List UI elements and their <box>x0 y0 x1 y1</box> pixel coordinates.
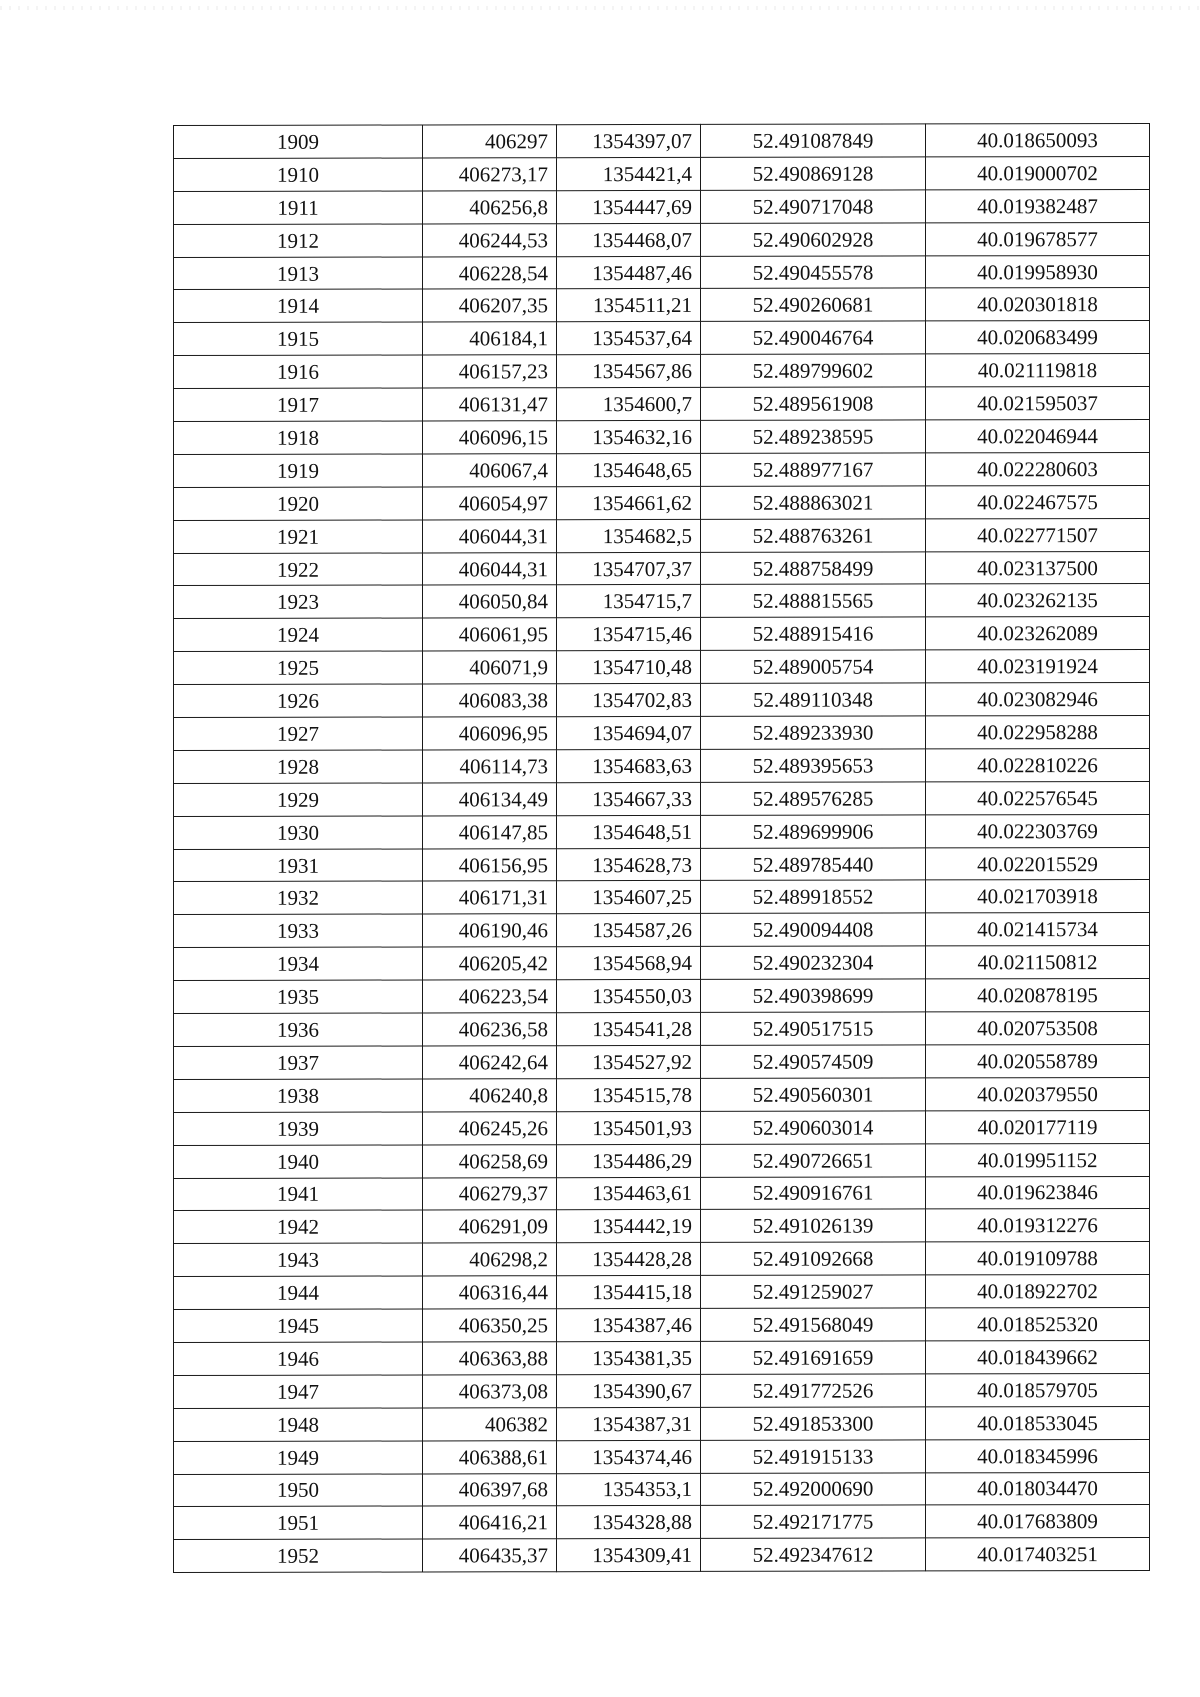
point-number-cell: 1915 <box>174 322 423 355</box>
latitude-cell: 52.488815565 <box>701 584 926 617</box>
x-coordinate-cell: 406207,35 <box>423 289 557 322</box>
table-row <box>174 1012 1150 1047</box>
table-row <box>174 189 1150 224</box>
longitude-cell: 40.020177119 <box>926 1110 1150 1143</box>
y-coordinate-cell: 1354468,07 <box>557 223 701 256</box>
point-number-cell: 1943 <box>174 1243 423 1276</box>
longitude-cell: 40.022046944 <box>926 419 1150 452</box>
longitude-cell: 40.019312276 <box>926 1209 1150 1242</box>
longitude-cell: 40.020379550 <box>926 1077 1150 1110</box>
point-number-cell: 1912 <box>174 224 423 257</box>
table-row <box>174 715 1150 750</box>
point-number-cell: 1917 <box>174 388 423 421</box>
point-number-cell: 1933 <box>174 914 423 947</box>
x-coordinate-cell: 406298,2 <box>423 1243 557 1276</box>
latitude-cell: 52.488863021 <box>701 486 926 519</box>
longitude-cell: 40.022015529 <box>926 847 1150 880</box>
y-coordinate-cell: 1354487,46 <box>557 256 701 289</box>
longitude-cell: 40.021150812 <box>926 946 1150 979</box>
y-coordinate-cell: 1354397,07 <box>557 124 701 157</box>
point-number-cell: 1910 <box>174 158 423 191</box>
point-number-cell: 1936 <box>174 1013 423 1046</box>
x-coordinate-cell: 406157,23 <box>423 355 557 388</box>
y-coordinate-cell: 1354567,86 <box>557 355 701 388</box>
latitude-cell: 52.490869128 <box>701 157 926 190</box>
coordinates-table-body <box>174 123 1150 1572</box>
table-row <box>174 452 1150 487</box>
latitude-cell: 52.489561908 <box>701 387 926 420</box>
x-coordinate-cell: 406134,49 <box>423 783 557 816</box>
table-row <box>174 1373 1150 1408</box>
table-row <box>174 781 1150 816</box>
longitude-cell: 40.020683499 <box>926 321 1150 354</box>
longitude-cell: 40.018345996 <box>926 1439 1150 1472</box>
x-coordinate-cell: 406258,69 <box>423 1144 557 1177</box>
point-number-cell: 1920 <box>174 487 423 520</box>
latitude-cell: 52.490046764 <box>701 321 926 354</box>
latitude-cell: 52.489699906 <box>701 815 926 848</box>
y-coordinate-cell: 1354715,7 <box>557 585 701 618</box>
latitude-cell: 52.489785440 <box>701 848 926 881</box>
table-row <box>174 551 1150 586</box>
latitude-cell: 52.488915416 <box>701 617 926 650</box>
longitude-cell: 40.021595037 <box>926 387 1150 420</box>
point-number-cell: 1922 <box>174 553 423 586</box>
y-coordinate-cell: 1354328,88 <box>557 1506 701 1539</box>
latitude-cell: 52.492347612 <box>701 1538 926 1571</box>
latitude-cell: 52.490455578 <box>701 255 926 288</box>
table-row <box>174 1439 1150 1474</box>
x-coordinate-cell: 406044,31 <box>423 519 557 552</box>
x-coordinate-cell: 406156,95 <box>423 848 557 881</box>
latitude-cell: 52.491691659 <box>701 1341 926 1374</box>
latitude-cell: 52.490560301 <box>701 1078 926 1111</box>
longitude-cell: 40.022771507 <box>926 518 1150 551</box>
y-coordinate-cell: 1354715,46 <box>557 618 701 651</box>
x-coordinate-cell: 406067,4 <box>423 454 557 487</box>
y-coordinate-cell: 1354648,51 <box>557 815 701 848</box>
latitude-cell: 52.490726651 <box>701 1144 926 1177</box>
y-coordinate-cell: 1354515,78 <box>557 1078 701 1111</box>
point-number-cell: 1945 <box>174 1309 423 1342</box>
point-number-cell: 1919 <box>174 454 423 487</box>
longitude-cell: 40.018439662 <box>926 1340 1150 1373</box>
latitude-cell: 52.489233930 <box>701 716 926 749</box>
point-number-cell: 1938 <box>174 1079 423 1112</box>
point-number-cell: 1951 <box>174 1506 423 1539</box>
table-row <box>174 354 1150 389</box>
latitude-cell: 52.490916761 <box>701 1176 926 1209</box>
x-coordinate-cell: 406114,73 <box>423 750 557 783</box>
y-coordinate-cell: 1354628,73 <box>557 848 701 881</box>
y-coordinate-cell: 1354683,63 <box>557 749 701 782</box>
point-number-cell: 1930 <box>174 816 423 849</box>
y-coordinate-cell: 1354568,94 <box>557 947 701 980</box>
y-coordinate-cell: 1354421,4 <box>557 157 701 190</box>
y-coordinate-cell: 1354501,93 <box>557 1111 701 1144</box>
latitude-cell: 52.490602928 <box>701 223 926 256</box>
x-coordinate-cell: 406279,37 <box>423 1177 557 1210</box>
longitude-cell: 40.023262089 <box>926 617 1150 650</box>
x-coordinate-cell: 406256,8 <box>423 190 557 223</box>
longitude-cell: 40.018034470 <box>926 1472 1150 1505</box>
y-coordinate-cell: 1354710,48 <box>557 651 701 684</box>
latitude-cell: 52.489918552 <box>701 880 926 913</box>
longitude-cell: 40.019958930 <box>926 255 1150 288</box>
longitude-cell: 40.021703918 <box>926 880 1150 913</box>
point-number-cell: 1914 <box>174 289 423 322</box>
point-number-cell: 1947 <box>174 1375 423 1408</box>
latitude-cell: 52.488977167 <box>701 453 926 486</box>
x-coordinate-cell: 406044,31 <box>423 552 557 585</box>
y-coordinate-cell: 1354607,25 <box>557 881 701 914</box>
latitude-cell: 52.489238595 <box>701 420 926 453</box>
table-row <box>174 814 1150 849</box>
table-row <box>174 518 1150 553</box>
table-row <box>174 1044 1150 1079</box>
table-row <box>174 288 1150 323</box>
table-row <box>174 1242 1150 1277</box>
point-number-cell: 1950 <box>174 1473 423 1506</box>
point-number-cell: 1948 <box>174 1408 423 1441</box>
longitude-cell: 40.020301818 <box>926 288 1150 321</box>
point-number-cell: 1932 <box>174 881 423 914</box>
table-row <box>174 387 1150 422</box>
point-number-cell: 1918 <box>174 421 423 454</box>
table-row <box>174 321 1150 356</box>
longitude-cell: 40.022303769 <box>926 814 1150 847</box>
point-number-cell: 1940 <box>174 1145 423 1178</box>
longitude-cell: 40.019623846 <box>926 1176 1150 1209</box>
y-coordinate-cell: 1354387,31 <box>557 1407 701 1440</box>
latitude-cell: 52.491092668 <box>701 1242 926 1275</box>
y-coordinate-cell: 1354442,19 <box>557 1210 701 1243</box>
longitude-cell: 40.019000702 <box>926 156 1150 189</box>
table-row <box>174 123 1150 158</box>
latitude-cell: 52.491259027 <box>701 1275 926 1308</box>
x-coordinate-cell: 406291,09 <box>423 1210 557 1243</box>
latitude-cell: 52.490603014 <box>701 1111 926 1144</box>
latitude-cell: 52.489576285 <box>701 782 926 815</box>
y-coordinate-cell: 1354707,37 <box>557 552 701 585</box>
y-coordinate-cell: 1354447,69 <box>557 190 701 223</box>
x-coordinate-cell: 406205,42 <box>423 947 557 980</box>
point-number-cell: 1937 <box>174 1046 423 1079</box>
longitude-cell: 40.019678577 <box>926 222 1150 255</box>
table-row <box>174 1209 1150 1244</box>
point-number-cell: 1949 <box>174 1441 423 1474</box>
x-coordinate-cell: 406096,95 <box>423 717 557 750</box>
table-row <box>174 683 1150 718</box>
longitude-cell: 40.018579705 <box>926 1373 1150 1406</box>
y-coordinate-cell: 1354682,5 <box>557 519 701 552</box>
latitude-cell: 52.491087849 <box>701 124 926 157</box>
y-coordinate-cell: 1354587,26 <box>557 914 701 947</box>
table-row <box>174 584 1150 619</box>
longitude-cell: 40.022467575 <box>926 485 1150 518</box>
longitude-cell: 40.018533045 <box>926 1406 1150 1439</box>
x-coordinate-cell: 406171,31 <box>423 881 557 914</box>
latitude-cell: 52.491026139 <box>701 1209 926 1242</box>
y-coordinate-cell: 1354415,18 <box>557 1276 701 1309</box>
document-page <box>173 125 1098 1573</box>
table-row <box>174 222 1150 257</box>
coordinates-table <box>173 123 1150 1573</box>
point-number-cell: 1929 <box>174 783 423 816</box>
y-coordinate-cell: 1354374,46 <box>557 1440 701 1473</box>
y-coordinate-cell: 1354527,92 <box>557 1045 701 1078</box>
point-number-cell: 1926 <box>174 684 423 717</box>
latitude-cell: 52.490398699 <box>701 979 926 1012</box>
x-coordinate-cell: 406316,44 <box>423 1276 557 1309</box>
latitude-cell: 52.488763261 <box>701 519 926 552</box>
longitude-cell: 40.020558789 <box>926 1044 1150 1077</box>
x-coordinate-cell: 406071,9 <box>423 651 557 684</box>
x-coordinate-cell: 406363,88 <box>423 1342 557 1375</box>
longitude-cell: 40.017683809 <box>926 1505 1150 1538</box>
table-row <box>174 1143 1150 1178</box>
x-coordinate-cell: 406273,17 <box>423 158 557 191</box>
x-coordinate-cell: 406350,25 <box>423 1309 557 1342</box>
y-coordinate-cell: 1354428,28 <box>557 1243 701 1276</box>
y-coordinate-cell: 1354648,65 <box>557 453 701 486</box>
table-row <box>174 1308 1150 1343</box>
x-coordinate-cell: 406223,54 <box>423 980 557 1013</box>
longitude-cell: 40.020753508 <box>926 1012 1150 1045</box>
table-row <box>174 1275 1150 1310</box>
table-row <box>174 1406 1150 1441</box>
y-coordinate-cell: 1354309,41 <box>557 1539 701 1572</box>
x-coordinate-cell: 406236,58 <box>423 1013 557 1046</box>
point-number-cell: 1946 <box>174 1342 423 1375</box>
table-row <box>174 979 1150 1014</box>
point-number-cell: 1909 <box>174 125 423 158</box>
latitude-cell: 52.489799602 <box>701 354 926 387</box>
latitude-cell: 52.490717048 <box>701 190 926 223</box>
point-number-cell: 1916 <box>174 355 423 388</box>
x-coordinate-cell: 406397,68 <box>423 1473 557 1506</box>
table-row <box>174 650 1150 685</box>
y-coordinate-cell: 1354353,1 <box>557 1473 701 1506</box>
table-row <box>174 1472 1150 1507</box>
x-coordinate-cell: 406050,84 <box>423 585 557 618</box>
x-coordinate-cell: 406373,08 <box>423 1375 557 1408</box>
longitude-cell: 40.023137500 <box>926 551 1150 584</box>
y-coordinate-cell: 1354390,67 <box>557 1374 701 1407</box>
longitude-cell: 40.019382487 <box>926 189 1150 222</box>
latitude-cell: 52.489110348 <box>701 683 926 716</box>
x-coordinate-cell: 406054,97 <box>423 486 557 519</box>
table-row <box>174 1176 1150 1211</box>
longitude-cell: 40.021415734 <box>926 913 1150 946</box>
point-number-cell: 1923 <box>174 585 423 618</box>
y-coordinate-cell: 1354702,83 <box>557 684 701 717</box>
latitude-cell: 52.492171775 <box>701 1505 926 1538</box>
longitude-cell: 40.021119818 <box>926 354 1150 387</box>
x-coordinate-cell: 406147,85 <box>423 815 557 848</box>
point-number-cell: 1939 <box>174 1112 423 1145</box>
table-row <box>174 1505 1150 1540</box>
latitude-cell: 52.491772526 <box>701 1374 926 1407</box>
longitude-cell: 40.017403251 <box>926 1538 1150 1571</box>
latitude-cell: 52.491568049 <box>701 1308 926 1341</box>
x-coordinate-cell: 406061,95 <box>423 618 557 651</box>
scan-artifact-strip <box>0 6 1200 10</box>
table-row <box>174 255 1150 290</box>
longitude-cell: 40.020878195 <box>926 979 1150 1012</box>
x-coordinate-cell: 406388,61 <box>423 1440 557 1473</box>
y-coordinate-cell: 1354463,61 <box>557 1177 701 1210</box>
y-coordinate-cell: 1354550,03 <box>557 980 701 1013</box>
x-coordinate-cell: 406245,26 <box>423 1111 557 1144</box>
x-coordinate-cell: 406083,38 <box>423 684 557 717</box>
table-row <box>174 1110 1150 1145</box>
latitude-cell: 52.490574509 <box>701 1045 926 1078</box>
table-row <box>174 847 1150 882</box>
x-coordinate-cell: 406184,1 <box>423 322 557 355</box>
point-number-cell: 1941 <box>174 1177 423 1210</box>
longitude-cell: 40.022810226 <box>926 748 1150 781</box>
longitude-cell: 40.019951152 <box>926 1143 1150 1176</box>
longitude-cell: 40.018650093 <box>926 123 1150 156</box>
y-coordinate-cell: 1354381,35 <box>557 1341 701 1374</box>
x-coordinate-cell: 406131,47 <box>423 388 557 421</box>
y-coordinate-cell: 1354600,7 <box>557 388 701 421</box>
table-row <box>174 419 1150 454</box>
point-number-cell: 1934 <box>174 947 423 980</box>
point-number-cell: 1925 <box>174 651 423 684</box>
y-coordinate-cell: 1354387,46 <box>557 1308 701 1341</box>
x-coordinate-cell: 406190,46 <box>423 914 557 947</box>
longitude-cell: 40.023191924 <box>926 650 1150 683</box>
y-coordinate-cell: 1354632,16 <box>557 420 701 453</box>
x-coordinate-cell: 406096,15 <box>423 421 557 454</box>
table-row <box>174 156 1150 191</box>
table-row <box>174 880 1150 915</box>
table-row <box>174 748 1150 783</box>
latitude-cell: 52.491853300 <box>701 1407 926 1440</box>
longitude-cell: 40.023262135 <box>926 584 1150 617</box>
table-row <box>174 617 1150 652</box>
y-coordinate-cell: 1354661,62 <box>557 486 701 519</box>
point-number-cell: 1927 <box>174 717 423 750</box>
latitude-cell: 52.490094408 <box>701 913 926 946</box>
latitude-cell: 52.488758499 <box>701 552 926 585</box>
longitude-cell: 40.018525320 <box>926 1308 1150 1341</box>
longitude-cell: 40.022280603 <box>926 452 1150 485</box>
table-row <box>174 1538 1150 1573</box>
y-coordinate-cell: 1354541,28 <box>557 1012 701 1045</box>
table-row <box>174 946 1150 981</box>
point-number-cell: 1935 <box>174 980 423 1013</box>
point-number-cell: 1911 <box>174 191 423 224</box>
y-coordinate-cell: 1354667,33 <box>557 782 701 815</box>
longitude-cell: 40.018922702 <box>926 1275 1150 1308</box>
y-coordinate-cell: 1354486,29 <box>557 1144 701 1177</box>
latitude-cell: 52.492000690 <box>701 1472 926 1505</box>
latitude-cell: 52.489395653 <box>701 749 926 782</box>
y-coordinate-cell: 1354537,64 <box>557 322 701 355</box>
latitude-cell: 52.491915133 <box>701 1440 926 1473</box>
longitude-cell: 40.022576545 <box>926 781 1150 814</box>
latitude-cell: 52.490260681 <box>701 288 926 321</box>
point-number-cell: 1942 <box>174 1210 423 1243</box>
y-coordinate-cell: 1354511,21 <box>557 289 701 322</box>
longitude-cell: 40.019109788 <box>926 1242 1150 1275</box>
point-number-cell: 1913 <box>174 257 423 290</box>
point-number-cell: 1931 <box>174 849 423 882</box>
x-coordinate-cell: 406244,53 <box>423 223 557 256</box>
point-number-cell: 1952 <box>174 1539 423 1572</box>
table-row <box>174 1077 1150 1112</box>
x-coordinate-cell: 406228,54 <box>423 256 557 289</box>
longitude-cell: 40.022958288 <box>926 715 1150 748</box>
longitude-cell: 40.023082946 <box>926 683 1150 716</box>
point-number-cell: 1924 <box>174 618 423 651</box>
x-coordinate-cell: 406240,8 <box>423 1079 557 1112</box>
point-number-cell: 1921 <box>174 520 423 553</box>
table-row <box>174 485 1150 520</box>
x-coordinate-cell: 406435,37 <box>423 1539 557 1572</box>
point-number-cell: 1944 <box>174 1276 423 1309</box>
latitude-cell: 52.490517515 <box>701 1012 926 1045</box>
latitude-cell: 52.490232304 <box>701 946 926 979</box>
y-coordinate-cell: 1354694,07 <box>557 716 701 749</box>
table-row <box>174 1340 1150 1375</box>
table-row <box>174 913 1150 948</box>
x-coordinate-cell: 406382 <box>423 1407 557 1440</box>
x-coordinate-cell: 406242,64 <box>423 1046 557 1079</box>
x-coordinate-cell: 406416,21 <box>423 1506 557 1539</box>
latitude-cell: 52.489005754 <box>701 650 926 683</box>
x-coordinate-cell: 406297 <box>423 125 557 158</box>
point-number-cell: 1928 <box>174 750 423 783</box>
